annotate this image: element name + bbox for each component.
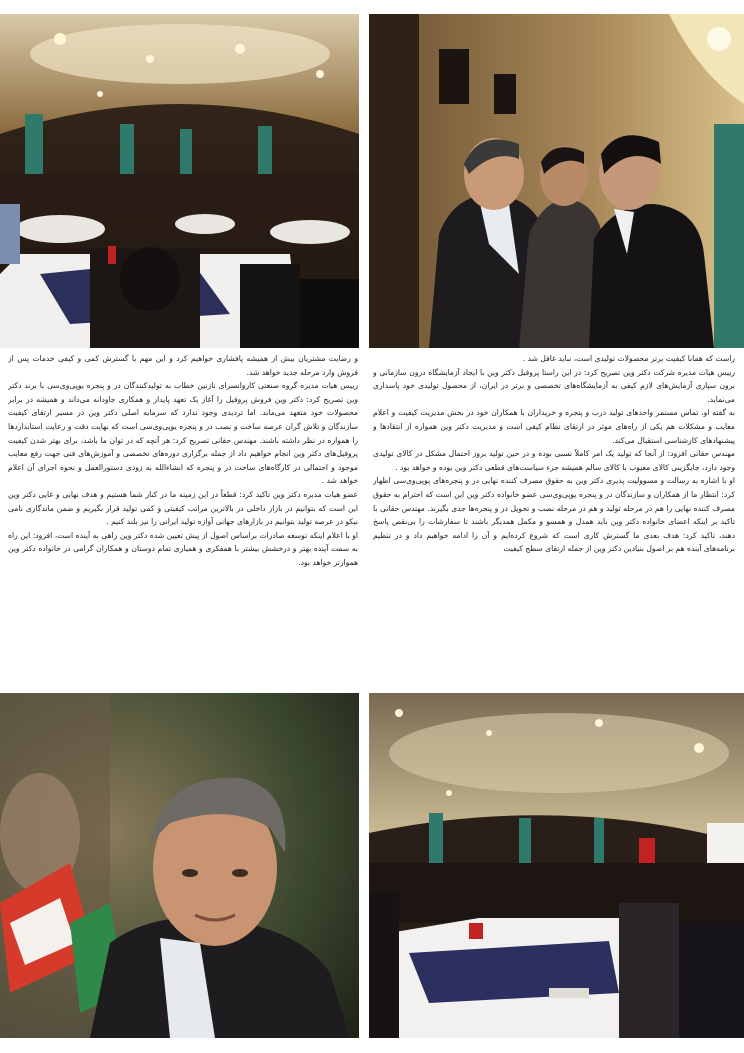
article-paragraph: عضو هیات مدیره دکتر وین تاکید کرد: قطعاً در این زمینه ما در کنار شما هستیم و هدف نهایی و غایی دکتر وین این است که بتوانیم در بازار داخلی در بالاترین مراتب کیفیتی و کمی تولید قرار بگیریم و ضمن ماندگاری نامی نیکو در عرصه تولید بتوانیم در بازارهای جهانی آوازه تولید ایرانی را نیز بلند کنیم . xyxy=(8,489,358,527)
conference-presentation-image xyxy=(369,693,744,1038)
men-talking-photo-top-right xyxy=(369,14,744,348)
article-paragraph: او با اعلام اینکه توسعه صادرات براساس اصول از پیش تعیین شده دکتر وین راهی به آینده است، افزود: این راه به سمت آینده بهتر و درخشش بیشتر با همفکری و همیاری تمام دوستان و همکاران گرامی در خانواده دکتر وین هموارتر خواهد بود. xyxy=(8,530,358,567)
article-paragraph: راست که همانا کیفیت برتر محصولات تولیدی است، نباید غافل شد . xyxy=(522,354,735,363)
article-paragraph: مهندس حقانی افزود: از آنجا که تولید یک امر کاملاً نسبی بوده و در حین تولید بروز احتمال مشکل در کالای تولیدی وجود دارد، جایگزینی کالای معیوب با کالای سالم همیشه جزء سیاست‌های قطعی دکتر وین بوده و خواهد بود . xyxy=(373,449,735,472)
article-paragraph: رییس هیات مدیره گروه صنعتی کاروانسرای نازنین خطاب به تولیدکنندگان در و پنجره یوپی‌وی‌سی با برند دکتر وین تصریح کرد: دکتر وین فروش پروفیل را آغاز یک تعهد پایدار و همکاری جاودانه می‌داند و همیشه در برابر محصولات خود متعهد می‌ماند. اما تردیدی وجود ندارد که سرمایه اصلی دکتر وین در مسیر ارتقای کیفیت سازندگان و تلاش گران عرصه ساخت و نصب در و پنجره یوپی‌وی‌سی است که نهایت دقت و رعایت استانداردها را همواره در نظر داشته باشند. مهندس حقانی تصریح کرد: هر آنچه که در توان ما باشد، برای بهتر شدن کیفیت پروفیل‌های دکتر وین انجام خواهیم داد از جمله برگزاری دوره‌های تخصصی و آموزش‌های فنی جهت رفع معایب موجود و احتمالی در کارگاه‌های ساخت در و پنجره که انشاءالله به زودی دستورالعمل و نحوه اجرای آن اعلام خواهد شد . xyxy=(8,381,358,486)
conference-hall-image xyxy=(0,14,359,348)
article-paragraph: رییس هیات مدیره شرکت دکتر وین تصریح کرد: در این راستا پروفیل دکتر وین با ایجاد آزمایشگاه درون سازمانی و برون سپاری آزمایش‌های لازم کیفی به آزمایشگاه‌های تخصصی و برتر در ایران، از محصول تولیدی خود پاسداری می‌نماید. xyxy=(373,367,735,404)
article-paragraph: او با اشاره به رسالت و مسوولیت پذیری دکتر وین به حقوق مصرف کننده نهایی در و پنجره‌های یوپی‌وی‌سی اظهار کرد: انتظار ما از همکاران و سازندگان در و پنجره یوپی‌وی‌سی عضو خانواده دکتر وین این است که احترام به حقوق مصرف کننده نهایی را هم در مرحله تولید و هم در مرحله نصب و تحویل در و پنجره‌ها جدی بگیرند. مهندس حقانی با تاکید بر اینکه اعضای خانواده دکتر وین باید همدل و همسو و مکمل همدیگر باشند تا سفارشات را بی‌نقص پاسخ دهند، تاکید کرد: هدف بعدی ما گسترش کاری است که شروع کرده‌ایم و آن را ادامه خواهیم داد و در تنظیم برنامه‌های آینده هم بر اصول بنیادین دکتر وین از جمله ارتقای سطح کیفیت xyxy=(373,476,735,554)
men-talking-image xyxy=(369,14,744,348)
conference-presentation-photo-bottom-right xyxy=(369,693,744,1038)
article-paragraph: به گفته او، تماس مستمر واحدهای تولید درب و پنجره و خریداران با همکاران خود در بخش مدیریت کیفیت و اعلام معایب و مشکلات هم یکی از راه‌های موثر در ارتقای نظام کیفی است و مدیریت دکتر وین همواره از انتقادها و پیشنهادهای کارشناسی استقبال می‌کند. xyxy=(373,408,735,445)
portrait-photo-bottom-left xyxy=(0,693,359,1038)
portrait-image xyxy=(0,693,359,1038)
article-column-right xyxy=(373,352,735,682)
article-paragraph: و رضایت مشتریان بیش از همیشه پافشاری خواهیم کرد و این مهم با گسترش کمی و کیفی خدمات پس از فروش وارد مرحله جدید خواهد شد. xyxy=(8,354,358,377)
article-column-left xyxy=(8,352,358,682)
conference-hall-photo-top-left xyxy=(0,14,359,348)
